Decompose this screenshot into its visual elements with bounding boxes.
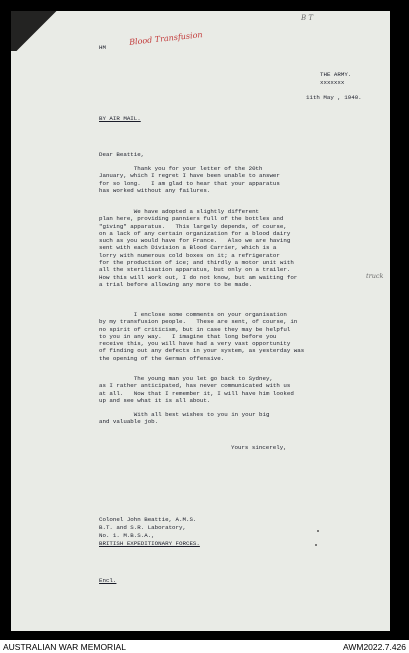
ink-dot <box>317 530 319 532</box>
paragraph-3: I enclose some comments on your organisation by my transfusion people. These are sent, of course, in no spirit of criticism, but in case they may be helpful to you in any way. I imagine that long before you receive this, you will have had a very vast opportunity of finding out any defects in your system, as yesterday was the opening of the German offensive. <box>99 311 305 362</box>
archive-reference: AWM2022.7.426 <box>343 642 406 652</box>
paragraph-4: The young man you let go back to Sydney, as I rather anticipated, has never communicated with us at all. Now that I remember it, I will have him looked up and see what it is all about. <box>99 375 294 404</box>
delivery-method: BY AIR MAIL. <box>99 115 141 122</box>
archive-name: AUSTRALIAN WAR MEMORIAL <box>3 642 126 652</box>
salutation: Dear Beattie, <box>99 151 145 158</box>
handwritten-insert: truck <box>366 272 384 280</box>
org-heading: THE ARMY. <box>320 71 352 78</box>
hm-initials: HM <box>99 44 106 51</box>
address-line-3: No. 1. M.B.S.A., <box>99 532 155 539</box>
letter-page <box>11 11 390 631</box>
letter-date: 11th May , 1940. <box>306 94 362 101</box>
paragraph-5: With all best wishes to you in your big and valuable job. <box>99 411 270 426</box>
address-line-4: BRITISH EXPEDITIONARY FORCES. <box>99 540 200 547</box>
redacted-line: xxxxxxx <box>320 79 345 86</box>
handwritten-annotation: Blood Transfusion <box>128 30 203 47</box>
archive-footer <box>0 640 409 653</box>
closing: Yours sincerely, <box>231 444 287 451</box>
paragraph-2: We have adopted a slightly different plan here, providing panniers full of the bottles and "giving" apparatus. This largely depends, of course, on a lack of any certain organization for a blood dairy such as you would have for France. Also we are having sent with each Division a Blood Carrier, which is a lorry with numerous cold boxes on it; a refrigerator for the production of ice; and thirdly a motor unit with all the sterilisation apparatus, but only on a trailer. How this will work out, I do not know, but am waiting for a trial before allowing any more to be made. <box>99 208 298 288</box>
address-line-1: Colonel John Beattie, A.M.S. <box>99 516 197 523</box>
ink-dot <box>315 544 317 546</box>
paragraph-1: Thank you for your letter of the 20th January, which I regret I have been unable to answer for so long. I am glad to hear that your apparatus has worked without any failures. <box>99 165 280 194</box>
enclosure-note: Encl. <box>99 577 117 584</box>
pencil-reference: B T <box>301 14 314 22</box>
address-line-2: B.T. and S.R. Laboratory, <box>99 524 186 531</box>
